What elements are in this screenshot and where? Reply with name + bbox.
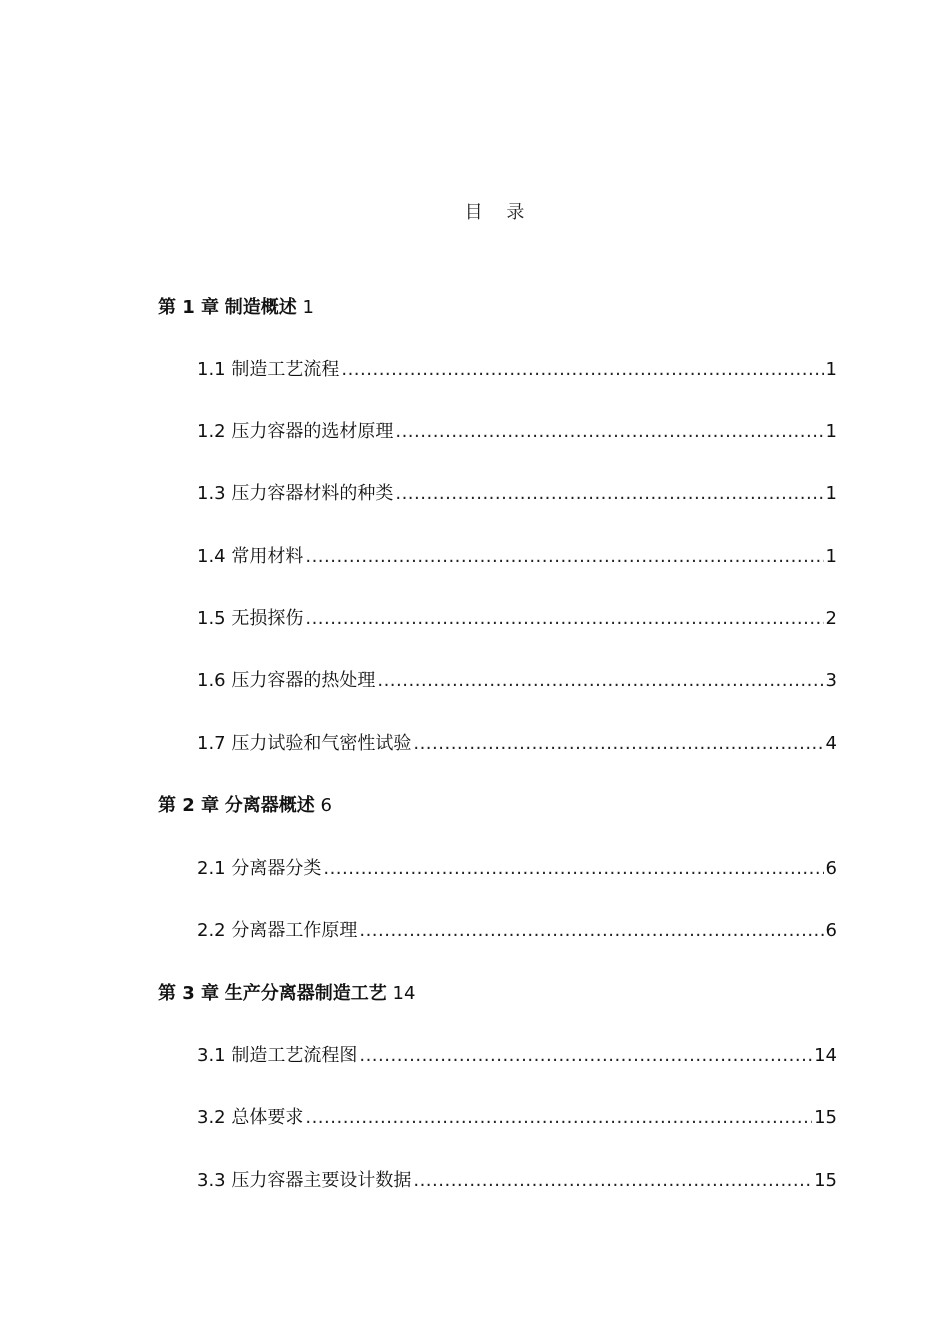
chapter-title: 分离器概述: [224, 795, 315, 816]
toc-entry-page: 4: [825, 733, 837, 754]
chapter-title: 制造概述: [224, 297, 297, 318]
toc-chapter-2[interactable]: [158, 793, 838, 819]
toc-entry-1-1[interactable]: [197, 357, 837, 383]
toc-entry-2-2[interactable]: [197, 918, 837, 944]
dot-leader: [395, 419, 823, 445]
toc-entry-1-6[interactable]: [197, 668, 837, 694]
dot-leader: [359, 918, 823, 944]
toc-entry-label: 1.4 常用材料: [197, 546, 304, 567]
dot-leader: [305, 544, 823, 570]
toc-entry-label: 3.1 制造工艺流程图: [197, 1045, 358, 1066]
toc-entry-page: 1: [825, 359, 837, 380]
toc-title: 目 录: [464, 202, 534, 223]
toc-entry-1-7[interactable]: [197, 731, 837, 757]
dot-leader: [413, 1168, 812, 1194]
toc-entry-page: 14: [814, 1045, 837, 1066]
chapter-number: 第 3 章: [158, 983, 220, 1004]
toc-entry-3-2[interactable]: [197, 1105, 837, 1131]
toc-entry-label: 2.2 分离器工作原理: [197, 920, 358, 941]
toc-entry-page: 6: [825, 858, 837, 879]
toc-entry-3-3[interactable]: [197, 1168, 837, 1194]
dot-leader: [323, 856, 823, 882]
toc-entry-1-2[interactable]: [197, 419, 837, 445]
toc-entry-page: 1: [825, 546, 837, 567]
toc-chapter-1[interactable]: [158, 295, 838, 321]
dot-leader: [305, 1105, 812, 1131]
toc-entry-page: 15: [814, 1170, 837, 1191]
toc-entry-page: 1: [825, 483, 837, 504]
dot-leader: [377, 668, 823, 694]
dot-leader: [341, 357, 823, 383]
chapter-page: 6: [320, 795, 332, 816]
toc-entry-2-1[interactable]: [197, 856, 837, 882]
chapter-number: 第 1 章: [158, 297, 220, 318]
toc-entry-label: 1.5 无损探伤: [197, 608, 304, 629]
toc-entry-label: 1.2 压力容器的选材原理: [197, 421, 394, 442]
toc-entry-page: 6: [825, 920, 837, 941]
dot-leader: [359, 1043, 812, 1069]
toc-entry-label: 1.6 压力容器的热处理: [197, 670, 376, 691]
toc-entry-label: 3.3 压力容器主要设计数据: [197, 1170, 412, 1191]
chapter-page: 1: [302, 297, 314, 318]
toc-entry-label: 1.1 制造工艺流程: [197, 359, 340, 380]
toc-entry-page: 1: [825, 421, 837, 442]
dot-leader: [413, 731, 823, 757]
toc-entry-label: 3.2 总体要求: [197, 1107, 304, 1128]
dot-leader: [305, 606, 823, 632]
toc-entry-1-3[interactable]: [197, 481, 837, 507]
toc-entry-3-1[interactable]: [197, 1043, 837, 1069]
toc-entry-1-5[interactable]: [197, 606, 837, 632]
chapter-title: 生产分离器制造工艺: [224, 983, 387, 1004]
toc-entry-1-4[interactable]: [197, 544, 837, 570]
toc-entry-page: 3: [825, 670, 837, 691]
toc-entry-label: 1.3 压力容器材料的种类: [197, 483, 394, 504]
dot-leader: [395, 481, 823, 507]
toc-entry-page: 2: [825, 608, 837, 629]
toc-entry-label: 1.7 压力试验和气密性试验: [197, 733, 412, 754]
chapter-number: 第 2 章: [158, 795, 220, 816]
toc-entry-label: 2.1 分离器分类: [197, 858, 322, 879]
chapter-page: 14: [392, 983, 416, 1004]
toc-entry-page: 15: [814, 1107, 837, 1128]
toc-chapter-3[interactable]: [158, 981, 838, 1007]
